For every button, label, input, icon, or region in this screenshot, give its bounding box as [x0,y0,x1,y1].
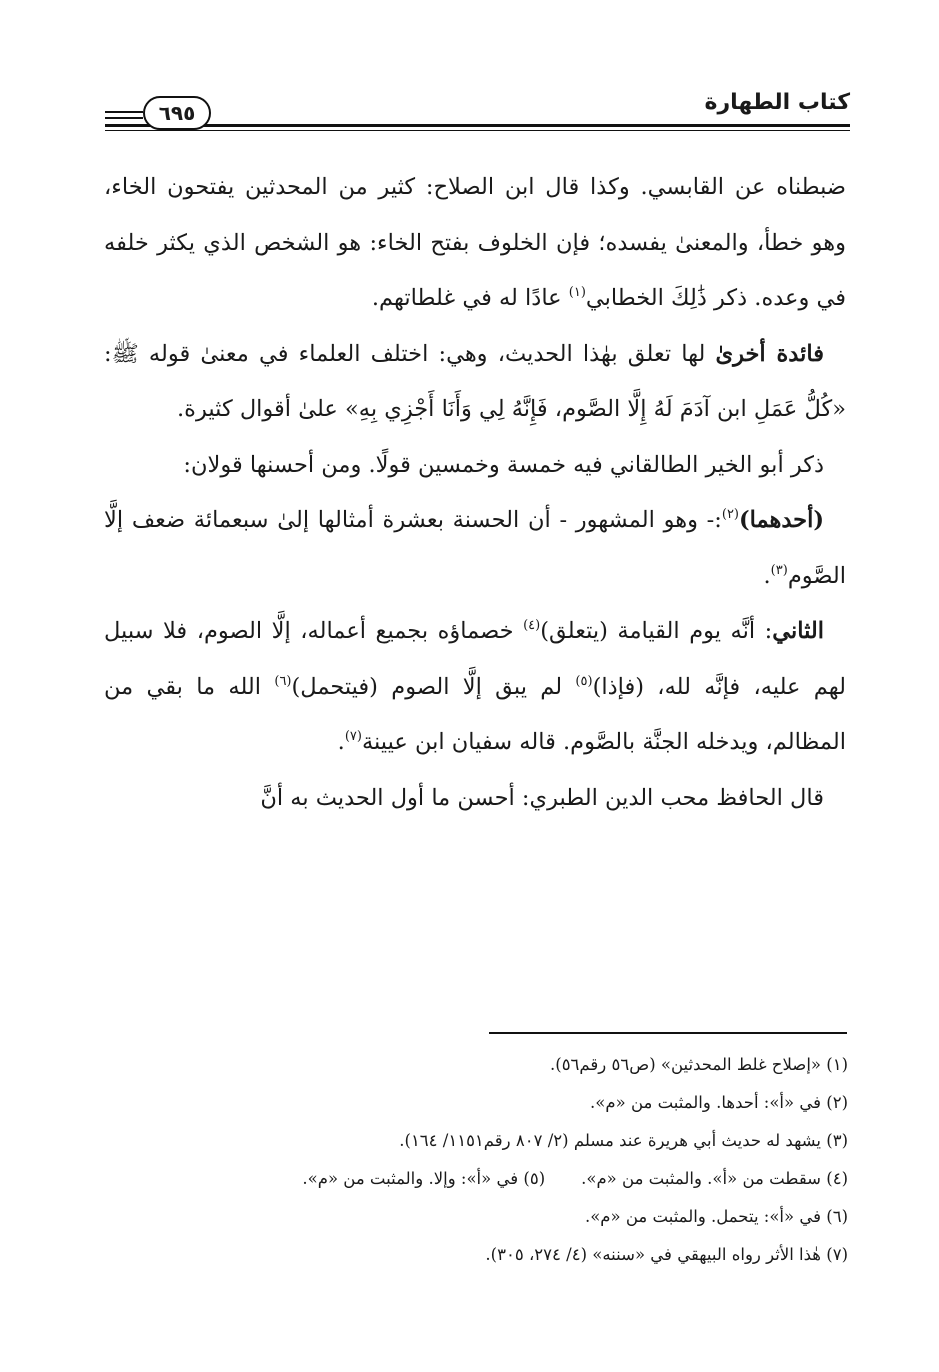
footnote-ref-5[interactable]: (٥) [575,673,593,689]
paragraph-6: قال الحافظ محب الدين الطبري: أحسن ما أول الحديث به أنَّ [260,784,824,811]
header-rule-thin [105,130,850,131]
footnote-ref-7[interactable]: (٧) [344,729,362,744]
footnotes [104,1046,848,1274]
footnote-2: (٢) في «أ»: أحدها. والمثبت من «م». [590,1093,848,1112]
first-opinion-label: (أحدهما) [739,507,824,533]
header-rule-thick [105,124,850,127]
section-heading-faida: فائدة أخرىٰ [715,340,824,367]
paragraph-4: (أحدهما)$^{(٢)}$:- وهو المشهور - أن الحسنة بعشرة أمثالها إلىٰ سبعمائة ضعف إلَّا الصَّوم$^{(٣)}$. [104,507,846,589]
footnote-7: (٧) هٰذا الأثر رواه البيهقي في «سننه» (٤/ ٢٧٤، ٣٠٥). [485,1245,848,1264]
paragraph-1: ضبطناه عن القابسي. وكذا قال ابن الصلاح: كثير من المحدثين يفتحون الخاء، وهو خطأ، والمعنىٰ يفسده؛ فإن الخلوف بفتح الخاء: هو الشخص الذي يكثر خلفه في وعده. ذكر ذَٰلِكَ الخطابي$^{(١)}$ عادًا له في غلطاتهم. [104,174,846,311]
footnote-3: (٣) يشهد له حديث أبي هريرة عند مسلم (٢/ ٨٠٧ رقم١١٥١/ ١٦٤). [399,1131,848,1150]
footnote-ref-1[interactable]: (١) [568,285,586,300]
running-title: كتاب الطهارة [704,90,850,115]
footnote-4: (٤) سقطت من «أ». والمثبت من «م». [581,1169,848,1188]
footnote-ref-3[interactable]: (٣) [770,562,788,578]
footnote-1: (١) «إصلاح غلط المحدثين» (ص٥٦ رقم٥٦). [550,1055,848,1074]
footnote-ref-4[interactable]: (٤) [523,618,541,633]
second-opinion-label: الثاني [772,618,825,644]
footnote-ref-2[interactable]: (٢) [721,507,739,522]
page-header [105,88,850,138]
paragraph-3: ذكر أبو الخير الطالقاني فيه خمسة وخمسين قولًا. ومن أحسنها قولان: [183,451,824,478]
footnote-4-5-line [104,1160,848,1198]
main-text [104,160,846,826]
footnote-6: (٦) في «أ»: يتحمل. والمثبت من «م». [584,1207,848,1226]
footnote-ref-6[interactable]: (٦) [274,673,292,689]
footnote-5: (٥) في «أ»: وإلا. والمثبت من «م». [302,1169,546,1188]
paragraph-5: الثاني: أنَّه يوم القيامة (يتعلق)$^{(٤)}$ خصماؤه بجميع أعماله، إلَّا الصوم، فلا سبيل لهم عليه، فإنَّه لله، (فإذا)$^{(٥)}$ لم يبق إلَّا الصوم (فيتحمل)$^{(٦)}$ الله ما بقي من المظالم، ويدخله الجنَّة بالصَّوم. قاله سفيان ابن عيينة$^{(٧)}$. [104,618,846,755]
footnote-separator [489,1032,847,1034]
paragraph-2: فائدة أخرىٰ لها تعلق بهٰذا الحديث، وهي: اختلف العلماء في معنىٰ قوله ﷺ: «كُلُّ عَمَلِ ابن آدَمَ لَهُ إِلَّا الصَّوم، فَإِنَّهُ لِي وَأَنَا أَجْزِي بِهِ» علىٰ أقوال كثيرة. [104,340,846,422]
page-number: ٦٩٥ [143,96,211,130]
